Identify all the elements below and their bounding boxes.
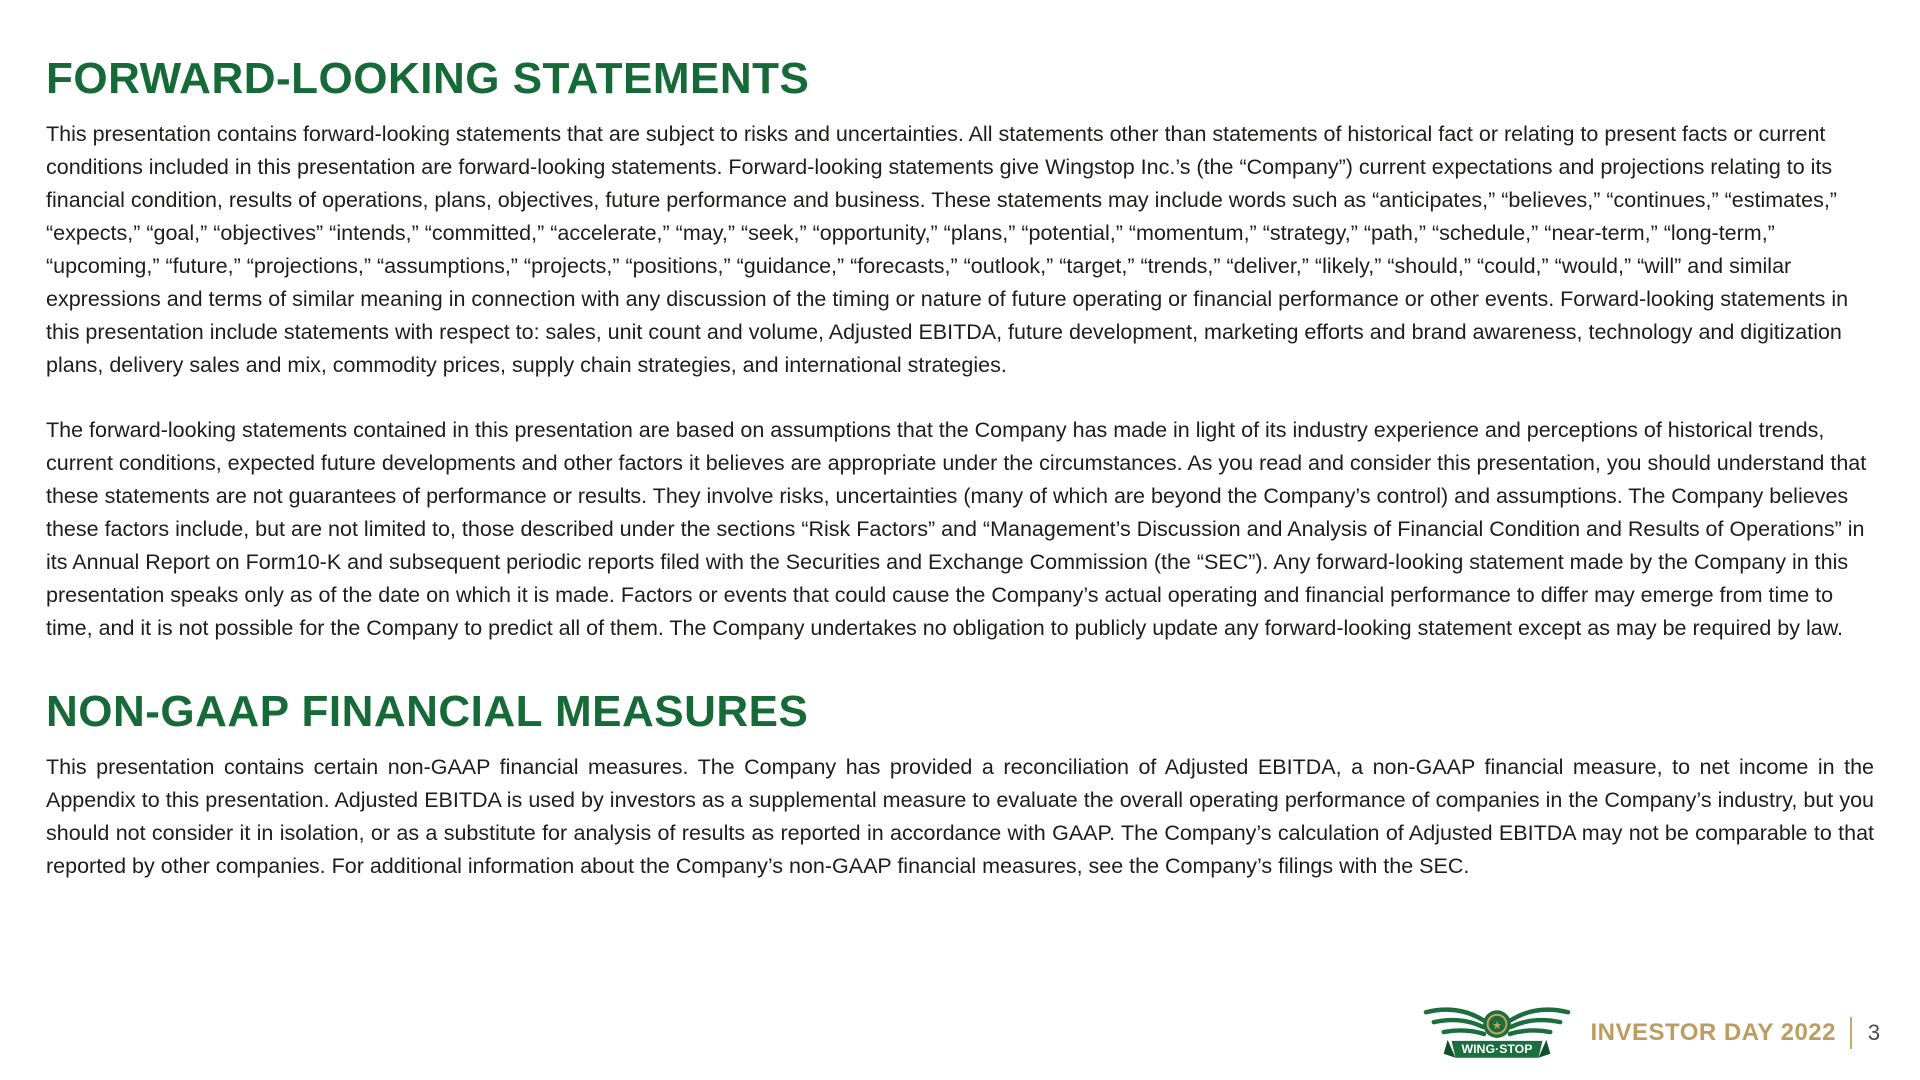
investor-day-label: INVESTOR DAY 2022 bbox=[1590, 1019, 1836, 1046]
non-gaap-measures-heading: NON-GAAP FINANCIAL MEASURES bbox=[46, 687, 809, 737]
forward-looking-statements-heading: FORWARD-LOOKING STATEMENTS bbox=[46, 54, 810, 103]
footer-divider bbox=[1850, 1017, 1852, 1049]
wingstop-banner-text: WING·STOP bbox=[1461, 1042, 1533, 1057]
slide-footer bbox=[1418, 1002, 1882, 1064]
svg-text:★: ★ bbox=[1492, 1020, 1503, 1033]
page-number: 3 bbox=[1867, 1020, 1881, 1045]
forward-looking-paragraph-1: This presentation contains forward-looking statements that are subject to risks and uncertainties. All statements other than statements of historical fact or relating to present facts or current conditions included in this presentation are forward-looking statements. Forward-looking statements give Wingstop Inc.’s (the “Company”) current expectations and projections relating to its financial condition, results of operations, plans, objectives, future performance and business. These statements may include words such as “anticipates,” “believes,” “continues,” “estimates,” “expects,” “goal,” “objectives” “intends,” “committed,” “accelerate,” “may,” “seek,” “opportunity,” “plans,” “potential,” “momentum,” “strategy,” “path,” “schedule,” “near-term,” “long-term,” “upcoming,” “future,” “projections,” “assumptions,” “projects,” “positions,” “guidance,” “forecasts,” “outlook,” “target,” “trends,” “deliver,” “likely,” “should,” “could,” “would,” “will” and similar expressions and terms of similar meaning in connection with any discussion of the timing or nature of future operating or financial performance or other events. Forward-looking statements in this presentation include statements with respect to: sales, unit count and volume, Adjusted EBITDA, future development, marketing efforts and brand awareness, technology and digitization plans, delivery sales and mix, commodity prices, supply chain strategies, and international strategies. bbox=[46, 122, 1849, 378]
non-gaap-paragraph-1: This presentation contains certain non-GAAP financial measures. The Company has provided a reconciliation of Adjusted EBITDA, a non-GAAP financial measure, to net income in the Appendix to this presentation. Adjusted EBITDA is used by investors as a supplemental measure to evaluate the overall operating performance of companies in the Company’s industry, but you should not consider it in isolation, or as a substitute for analysis of results as reported in accordance with GAAP. The Company’s calculation of Adjusted EBITDA may not be comparable to that reported by other companies. For additional information about the Company’s non-GAAP financial measures, see the Company’s filings with the SEC. bbox=[46, 755, 1874, 879]
forward-looking-paragraph-2: The forward-looking statements contained in this presentation are based on assumptions that the Company has made in light of its industry experience and perceptions of historical trends, current conditions, expected future developments and other factors it believes are appropriate under the circumstances. As you read and consider this presentation, you should understand that these statements are not guarantees of performance or results. They involve risks, uncertainties (many of which are beyond the Company’s control) and assumptions. The Company believes these factors include, but are not limited to, those described under the sections “Risk Factors” and “Management’s Discussion and Analysis of Financial Condition and Results of Operations” in its Annual Report on Form10-K and subsequent periodic reports filed with the Securities and Exchange Commission (the “SEC”). Any forward-looking statement made by the Company in this presentation speaks only as of the date on which it is made. Factors or events that could cause the Company’s actual operating and financial performance to differ may emerge from time to time, and it is not possible for the Company to predict all of them. The Company undertakes no obligation to publicly update any forward-looking statement except as may be required by law. bbox=[46, 418, 1867, 641]
wingstop-logo bbox=[1418, 1002, 1576, 1064]
wingstop-wings-icon bbox=[1418, 1002, 1576, 1064]
